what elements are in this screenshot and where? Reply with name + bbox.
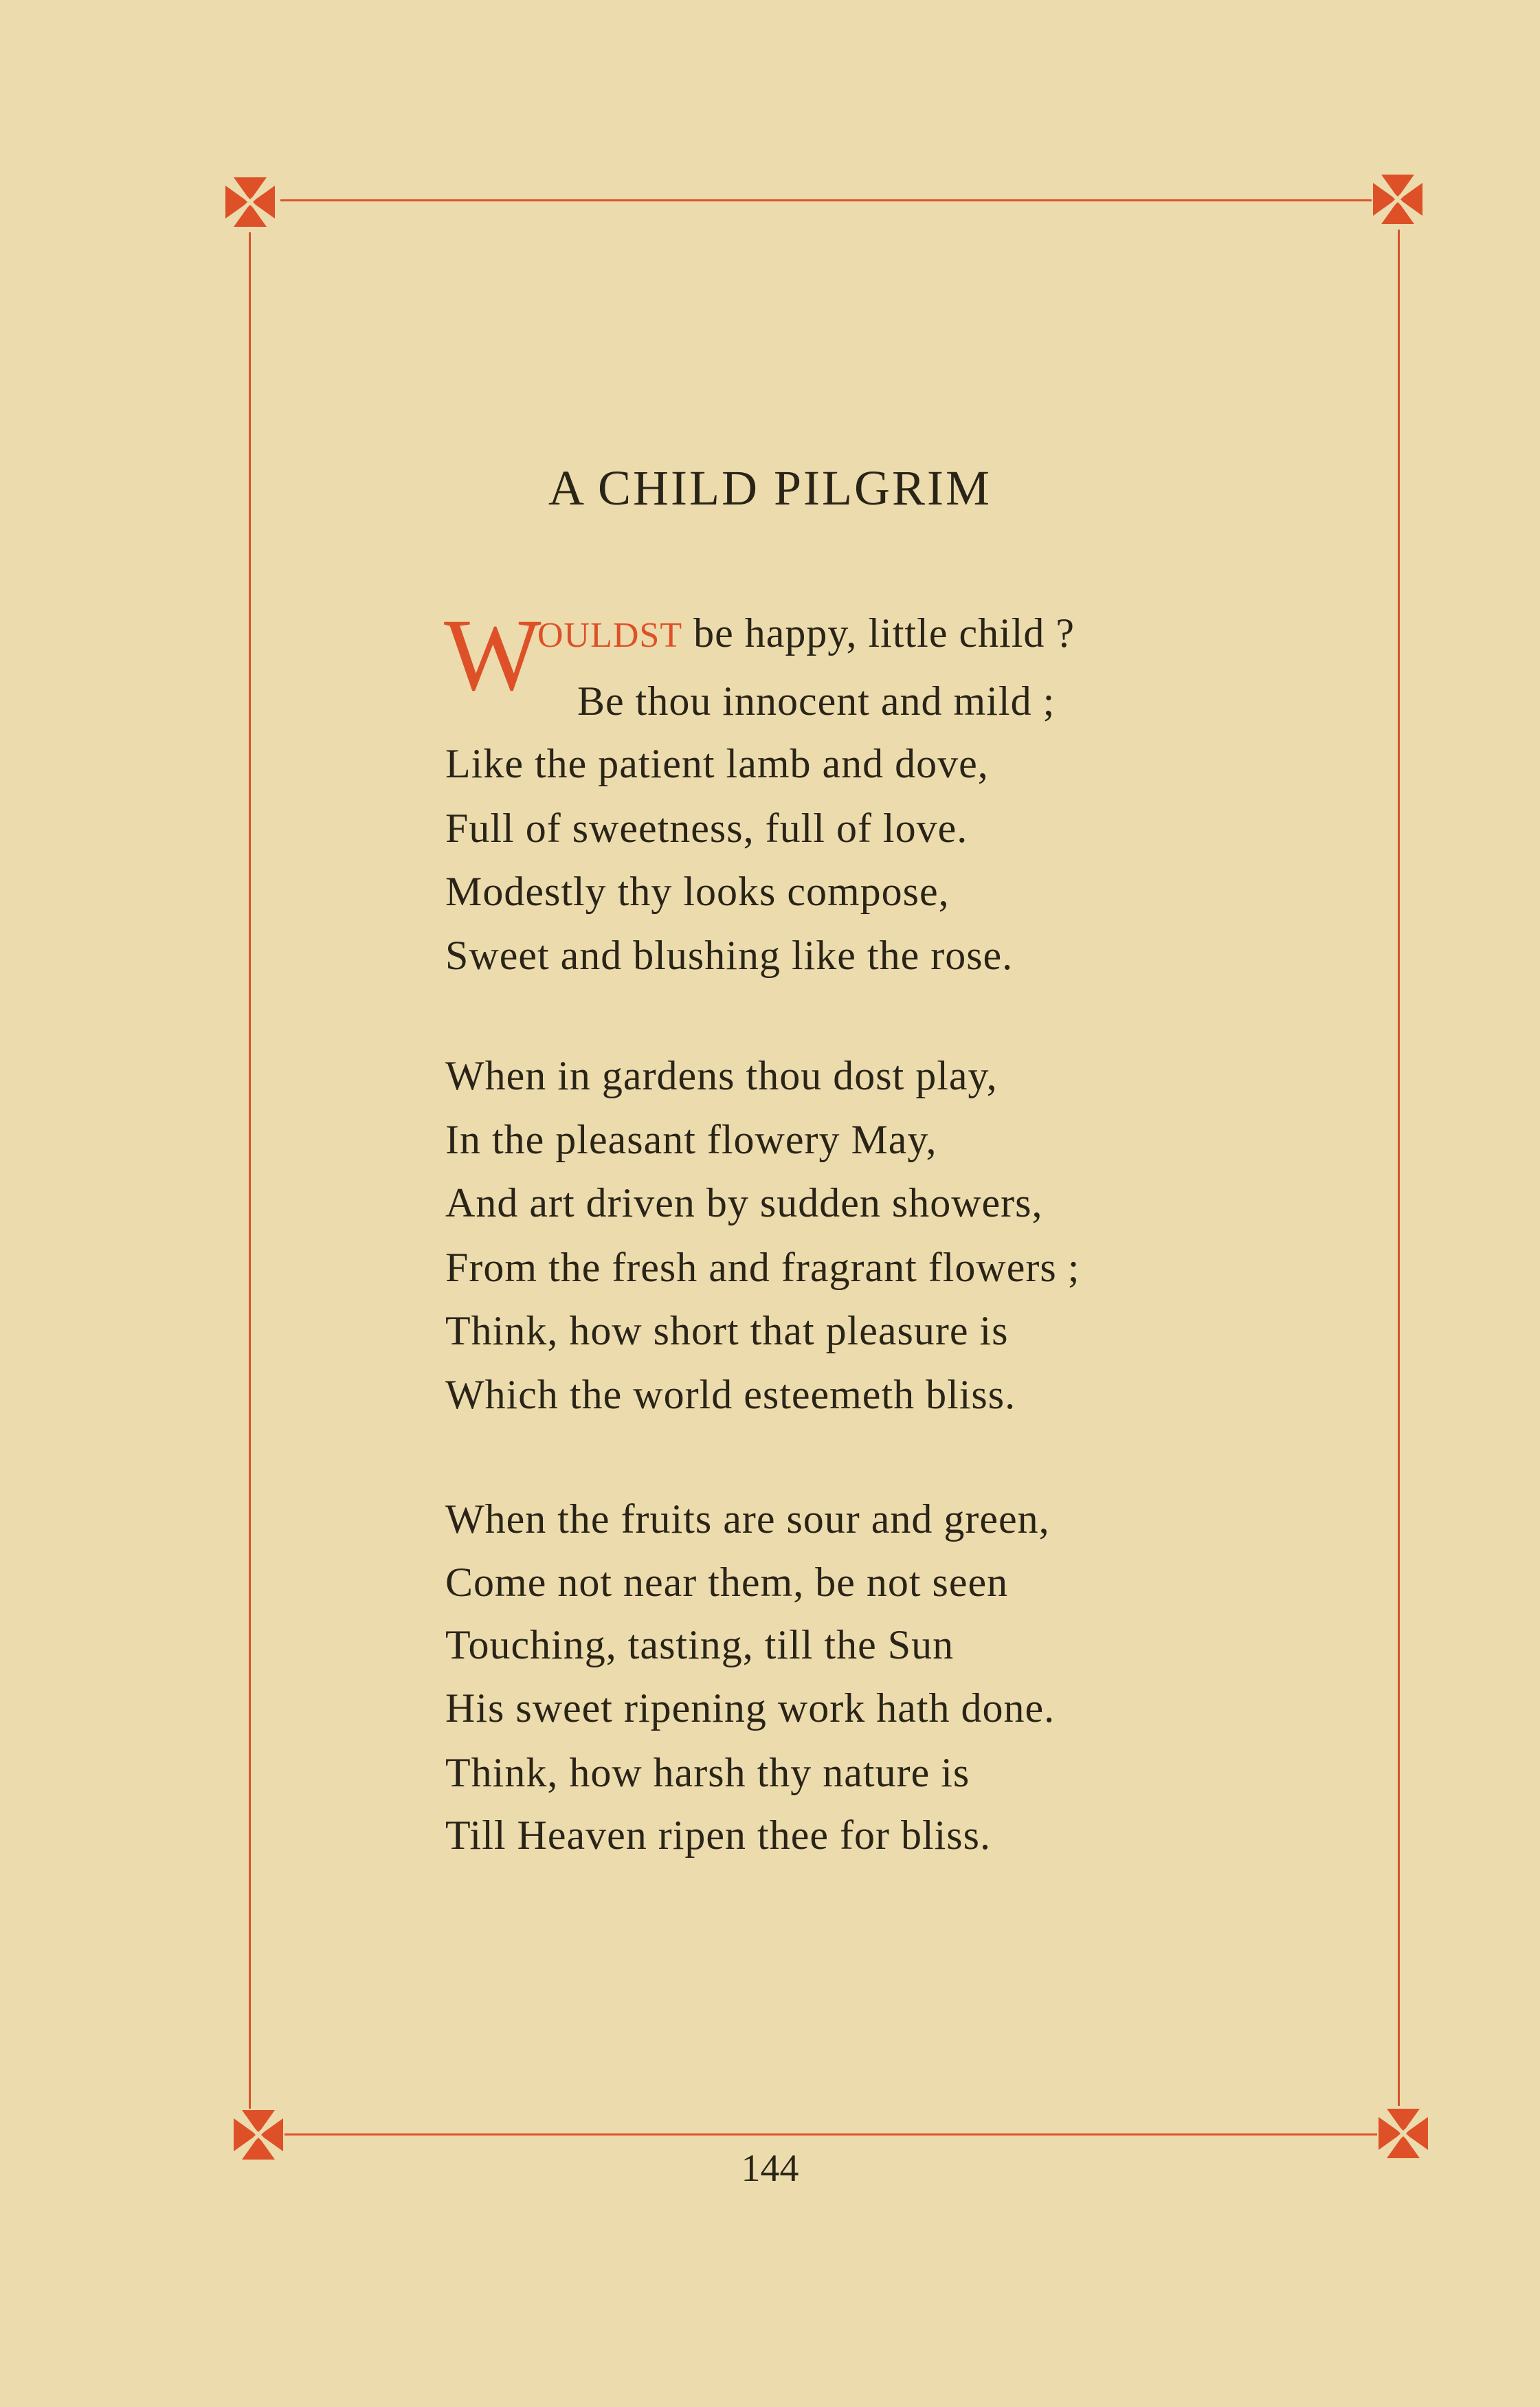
poem-line: Sweet and blushing like the rose. bbox=[445, 933, 1014, 978]
drop-cap: W bbox=[444, 598, 542, 712]
poem-line: His sweet ripening work hath done. bbox=[445, 1685, 1056, 1731]
poem-line: When in gardens thou dost play, bbox=[445, 1053, 998, 1098]
border-bottom-rule bbox=[284, 2133, 1377, 2136]
cross-pattee-ornament-icon bbox=[224, 176, 276, 228]
poem-title: A CHILD PILGRIM bbox=[548, 461, 992, 515]
poem-line: Think, how short that pleasure is bbox=[445, 1308, 1009, 1353]
poem-first-line bbox=[537, 612, 1075, 657]
poem-line: Full of sweetness, full of love. bbox=[445, 806, 968, 851]
poem-line: Be thou innocent and mild ; bbox=[577, 678, 1056, 724]
first-word-small-caps: OULDST bbox=[537, 616, 683, 655]
poem-line: Touching, tasting, till the Sun bbox=[445, 1622, 955, 1667]
poem-line: Like the patient lamb and dove, bbox=[445, 741, 989, 786]
poem-line: Modestly thy looks compose, bbox=[445, 869, 950, 914]
poem-line: And art driven by sudden showers, bbox=[445, 1180, 1043, 1225]
poem-line: When the fruits are sour and green, bbox=[445, 1496, 1050, 1542]
page-number: 144 bbox=[741, 2147, 799, 2190]
border-top-rule bbox=[280, 199, 1372, 201]
cross-pattee-ornament-icon bbox=[1372, 173, 1424, 225]
poem-line: In the pleasant flowery May, bbox=[445, 1117, 937, 1162]
poem-line: Think, how harsh thy nature is bbox=[445, 1750, 970, 1795]
poem-line: Which the world esteemeth bliss. bbox=[445, 1372, 1016, 1417]
poem-line: From the fresh and fragrant flowers ; bbox=[445, 1245, 1080, 1290]
first-line-text: be happy, little child ? bbox=[682, 610, 1075, 656]
poem-line: Come not near them, be not seen bbox=[445, 1560, 1009, 1605]
poem-line: Till Heaven ripen thee for bliss. bbox=[445, 1812, 991, 1858]
